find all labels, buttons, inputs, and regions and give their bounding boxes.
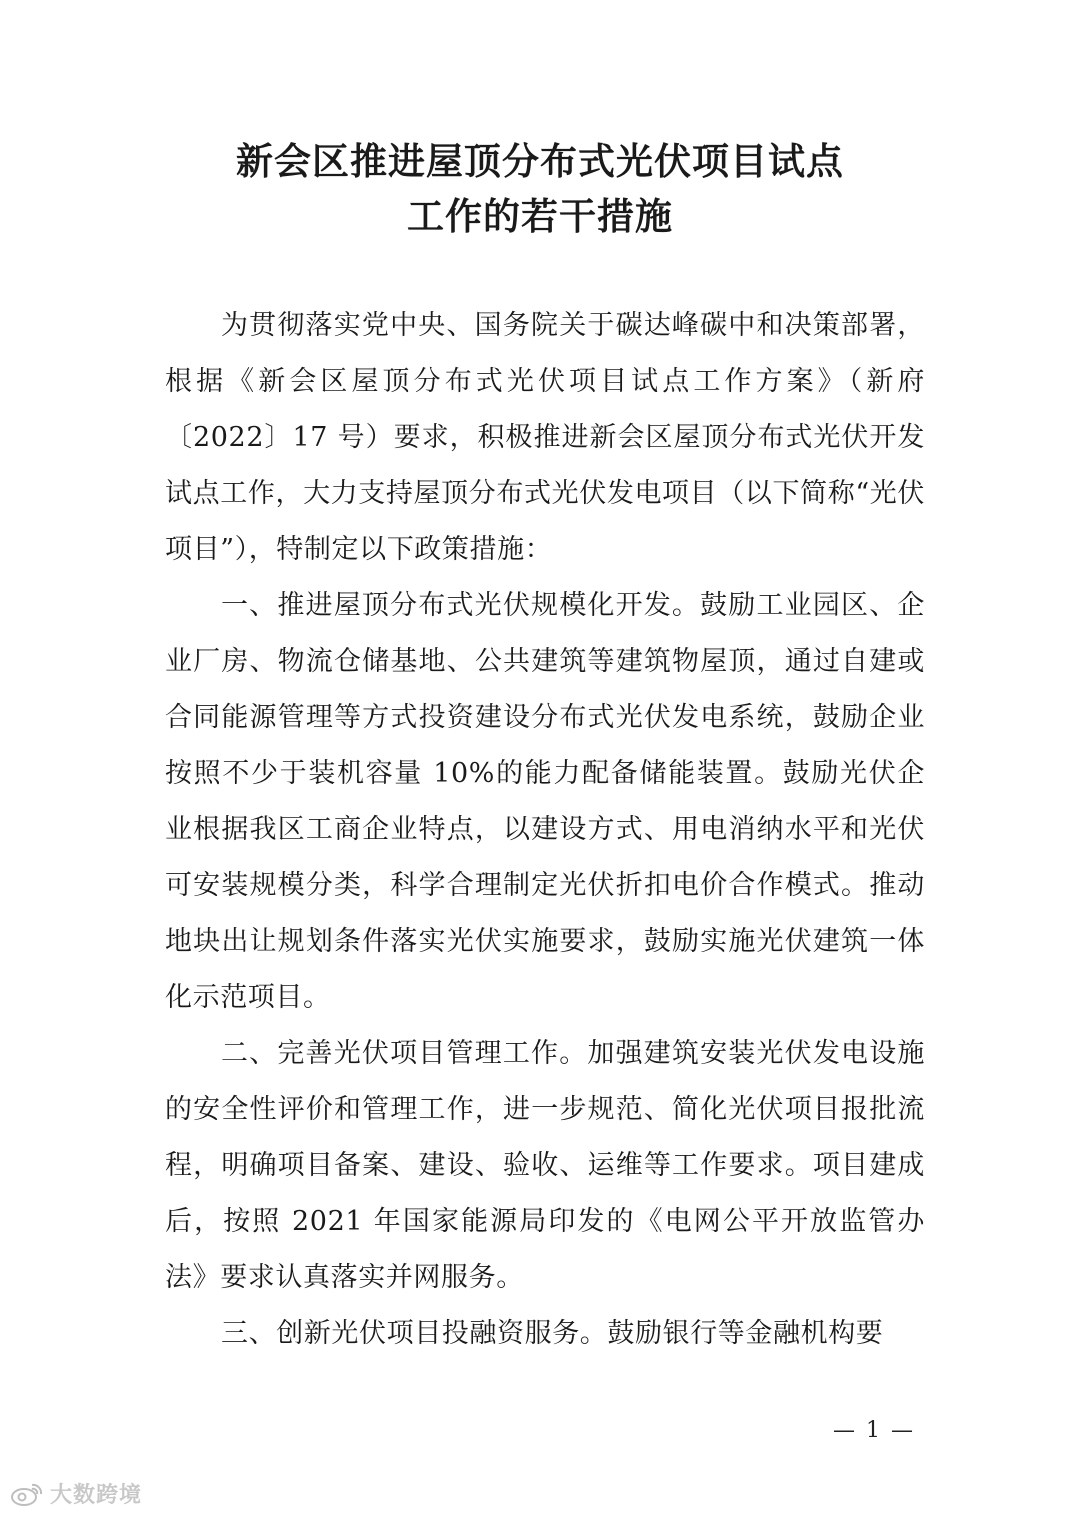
paragraph-preamble: 为贯彻落实党中央、国务院关于碳达峰碳中和决策部署，根据《新会区屋顶分布式光伏项目试点工作方案》（新府〔2022〕17 号）要求，积极推进新会区屋顶分布式光伏开发试点工作，大力支持屋顶分布式光伏发电项目（以下简称“光伏项目”），特制定以下政策措施： (165, 310, 925, 565)
document-title-line-2: 工作的若干措施 (407, 195, 673, 238)
paragraph-measure-3: 三、创新光伏项目投融资服务。鼓励银行等金融机构要 (221, 1318, 884, 1349)
document-title-line-1: 新会区推进屋顶分布式光伏项目试点 (236, 140, 844, 183)
watermark (10, 1478, 142, 1509)
watermark-text: 大数跨境 (50, 1483, 143, 1508)
document-body (165, 298, 925, 1362)
paragraph-measure-2: 二、完善光伏项目管理工作。加强建筑安装光伏发电设施的安全性评价和管理工作，进一步规范、简化光伏项目报批流程，明确项目备案、建设、验收、运维等工作要求。项目建成后，按照 2021 年国家能源局印发的《电网公平开放监管办法》要求认真落实并网服务。 (165, 1038, 925, 1293)
paragraph-measure-1: 一、推进屋顶分布式光伏规模化开发。鼓励工业园区、企业厂房、物流仓储基地、公共建筑等建筑物屋顶，通过自建或合同能源管理等方式投资建设分布式光伏发电系统，鼓励企业按照不少于装机容量 10%的能力配备储能装置。鼓励光伏企业根据我区工商企业特点，以建设方式、用电消纳水平和光伏可安装规模分类，科学合理制定光伏折扣电价合作模式。推动地块出让规划条件落实光伏实施要求，鼓励实施光伏建筑一体化示范项目。 (165, 590, 925, 1013)
weibo-logo-icon (10, 1481, 44, 1507)
page-number: — 1 — (833, 1418, 915, 1443)
